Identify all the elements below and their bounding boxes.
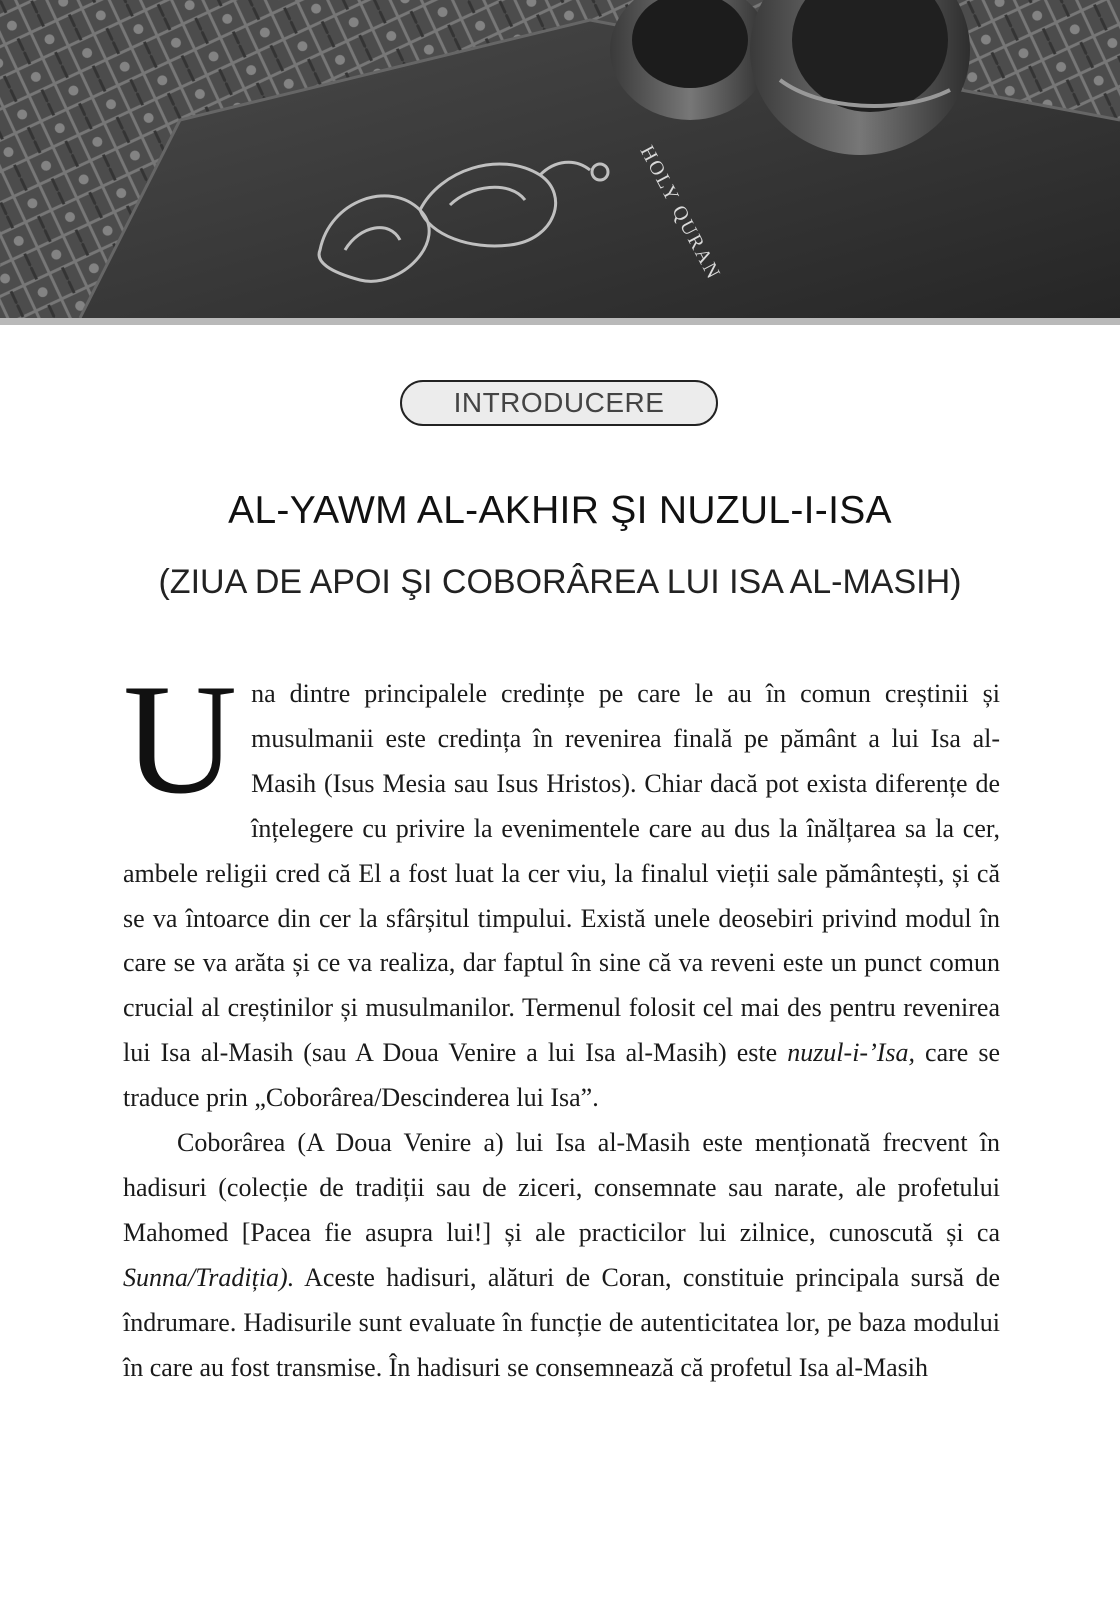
header-photo	[0, 0, 1120, 318]
paragraph-2-text-b: Aceste hadisuri, alături de Coran, constituie principala sursă de îndrumare. Hadisurile sunt evaluate în funcție de autenticitatea lor, pe baza modului în care au fost transmise. În hadisuri se consemnează că profetul Isa al-Masih	[123, 1262, 1000, 1382]
drop-cap: U	[123, 652, 238, 827]
paragraph-2-text-a: Coborârea (A Doua Venire a) lui Isa al-Masih este menționată frecvent în hadisuri (colecție de tradiții sau de ziceri, consemnate sau narate, ale profetului Mahomed [Pacea fie asupra lui!] și ale practicilor lui zilnice, cunoscută și ca	[123, 1128, 1000, 1247]
paragraph-1-text-b: care se traduce prin „Coborârea/Descinderea lui Isa”.	[123, 1038, 1000, 1113]
paragraph-1	[123, 652, 1000, 1121]
paragraph-2-term: Sunna/Tradiția).	[123, 1262, 295, 1292]
paragraph-2	[123, 1121, 1000, 1390]
chapter-subtitle: (ZIUA DE APOI ŞI COBORÂREA LUI ISA AL-MASIH)	[158, 563, 962, 601]
quran-book-photo	[0, 0, 1120, 318]
book-spine-text: HOLY QURAN	[635, 142, 725, 284]
section-label: INTRODUCERE	[400, 380, 718, 426]
chapter-title: AL-YAWM AL-AKHIR ŞI NUZUL-I-ISA	[228, 489, 892, 532]
paragraph-1-term: nuzul-i-’Isa,	[787, 1038, 916, 1068]
photo-bottom-rule	[0, 318, 1120, 325]
paragraph-1-text-a: na dintre principalele credințe pe care le au în comun creștinii și musulmanii este credința în revenirea finală pe pământ a lui Isa al-Masih (Isus Mesia sau Isus Hristos). Chiar dacă pot exista diferențe de înțelegere cu privire la evenimentele care au dus la înălțarea sa la cer, ambele religii cred că El a fost luat la cer viu, la finalul vieții sale pământești, și că se va întoarce din cer la sfârșitul timpului. Există unele deosebiri privind modul în care se va arăta și ce va realiza, dar faptul în sine că va reveni este un punct comun crucial al creștinilor și musulmanilor. Termenul folosit cel mai des pentru revenirea lui Isa al-Masih (sau A Doua Venire a lui Isa al-Masih) este	[123, 679, 1000, 1068]
body-text	[123, 652, 1000, 1391]
